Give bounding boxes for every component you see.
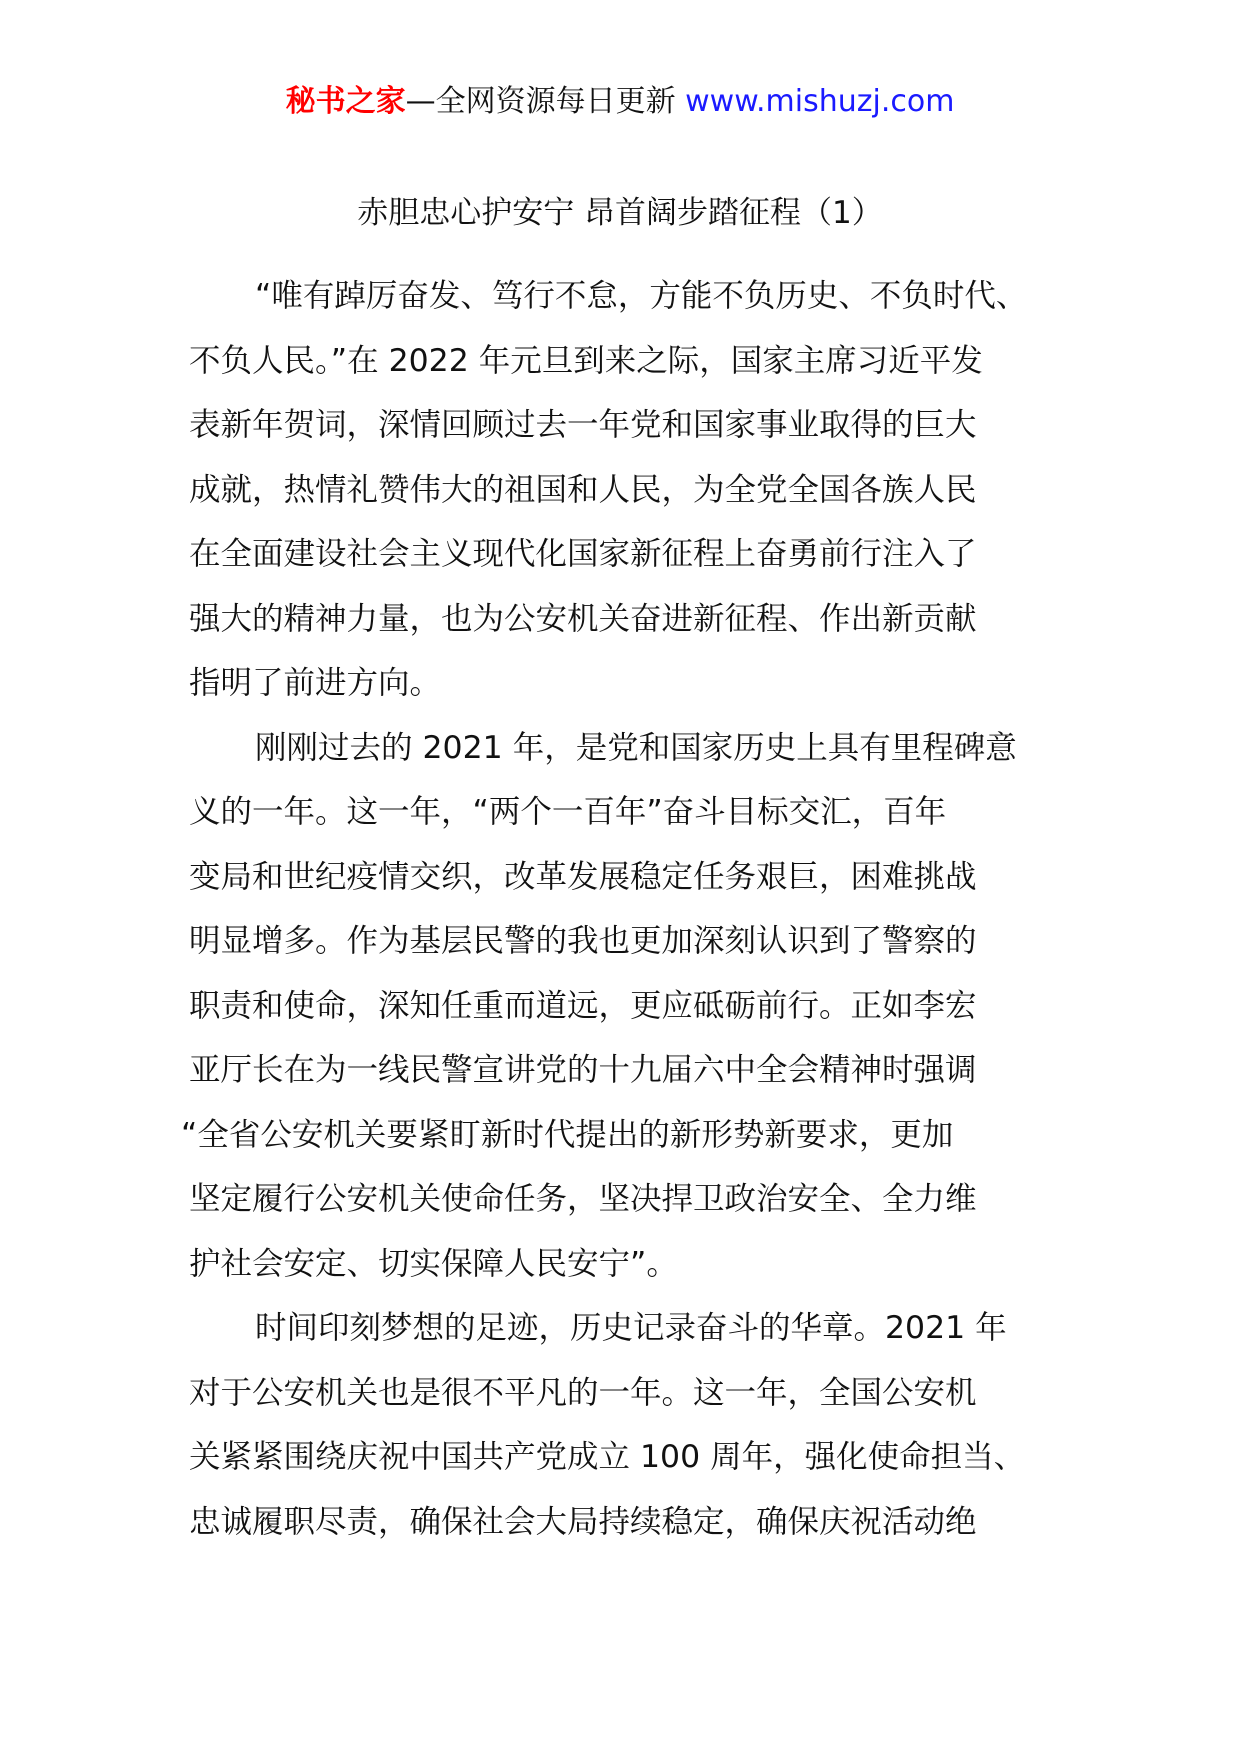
text-line: “全省公安机关要紧盯新时代提出的新形势新要求，更加	[181, 1116, 954, 1153]
text-line: 强大的精神力量，也为公安机关奋进新征程、作出新贡献	[189, 600, 977, 637]
text-line: 不负人民。”在 2022 年元旦到来之际，国家主席习近平发	[189, 342, 983, 379]
text-line: 时间印刻梦想的足迹，历史记录奋斗的华章。2021 年	[255, 1310, 1007, 1346]
text-line: 亚厅长在为一线民警宣讲党的十九届六中全会精神时强调	[189, 1052, 977, 1088]
text-line: 关紧紧围绕庆祝中国共产党成立 100 周年，强化使命担当、	[189, 1439, 1026, 1475]
text-line: 在全面建设社会主义现代化国家新征程上奋勇前行注入了	[189, 536, 977, 572]
text-line: 坚定履行公安机关使命任务，坚决捍卫政治安全、全力维	[189, 1181, 977, 1217]
site-url-link[interactable]: www.mishuzj.com	[685, 84, 955, 119]
document-body	[181, 264, 1069, 1554]
text-line: 忠诚履职尽责，确保社会大局持续稳定，确保庆祝活动绝	[189, 1503, 977, 1540]
text-line: 明显增多。作为基层民警的我也更加深刻认识到了警察的	[189, 923, 977, 959]
brand-name: 秘书之家	[285, 84, 406, 119]
text-line: 义的一年。这一年，“两个一百年”奋斗目标交汇，百年	[189, 794, 947, 830]
site-header	[0, 82, 1240, 122]
text-line: “唯有踔厉奋发、笃行不怠，方能不负历史、不负时代、	[255, 278, 1028, 314]
text-line: 护社会安定、切实保障人民安宁”。	[189, 1245, 678, 1282]
text-line: 对于公安机关也是很不平凡的一年。这一年，全国公安机	[189, 1374, 977, 1411]
text-line: 变局和世纪疫情交织，改革发展稳定任务艰巨，困难挑战	[189, 858, 977, 895]
text-line: 刚刚过去的 2021 年，是党和国家历史上具有里程碑意	[255, 729, 1017, 766]
document-title: 赤胆忠心护安宁 昂首阔步踏征程（1）	[357, 195, 883, 231]
text-line: 成就，热情礼赞伟大的祖国和人民，为全党全国各族人民	[189, 471, 977, 508]
header-slogan: —全网资源每日更新	[405, 84, 686, 119]
text-line: 表新年贺词，深情回顾过去一年党和国家事业取得的巨大	[189, 407, 977, 443]
text-line: 职责和使命，深知任重而道远，更应砥砺前行。正如李宏	[189, 987, 977, 1024]
text-line: 指明了前进方向。	[189, 665, 442, 701]
